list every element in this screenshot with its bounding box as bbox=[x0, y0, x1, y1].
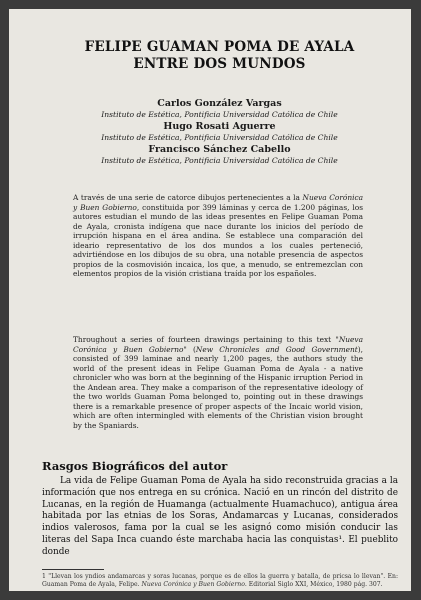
work-title: Nueva Corónica y Buen Gobierno bbox=[73, 335, 363, 354]
footnote-text: . Editorial Siglo XXI, México, 1980 pág. 307. bbox=[244, 581, 383, 588]
abstract-text: , constituida por 399 láminas y cerca de 1.200 páginas, los autores estudian el mundo de las ideas presentes en Felipe Guaman Poma de Ayala, cronista indígena que nace durante los inicios del período de irrupción hispana en el área andina. Se establece una comparación del ideario representativo de los dos mundos a los cuales perteneció, advirtiéndose en los dibujos de su obra, una notable presencia de aspectos propios de la cosmovisión incaica, los que, a menudo, se entremezclan con elementos propios de la visión cristiana traída por los españoles. bbox=[73, 202, 363, 279]
abstract-text: " ( bbox=[183, 344, 196, 354]
author-name: Francisco Sánchez Cabello bbox=[148, 144, 291, 155]
author-list bbox=[39, 98, 400, 167]
author-name: Hugo Rosati Aguerre bbox=[163, 121, 276, 132]
abstract-text: Throughout a series of fourteen drawings pertaining to this text " bbox=[73, 335, 339, 344]
footnote-text: 1 "Llevan los yndios andamarcas y soras lucanas, porque es de ellos la guerra y batalla, de pricsa lo llevan". En: Guaman Poma de Ayala, Felipe. bbox=[42, 573, 398, 588]
work-title-english: New Chronicles and Good Government bbox=[195, 344, 358, 354]
abstract-spanish bbox=[73, 193, 363, 279]
section-heading: Rasgos Biográficos del autor bbox=[42, 459, 228, 473]
work-title: Nueva Corónica y Buen Gobierno bbox=[73, 193, 363, 212]
author-name: Carlos González Vargas bbox=[157, 98, 282, 109]
author-affiliation: Instituto de Estética, Pontificia Universidad Católica de Chile bbox=[101, 110, 338, 119]
author-affiliation: Instituto de Estética, Pontificia Universidad Católica de Chile bbox=[101, 156, 338, 165]
abstract-text: A través de una serie de catorce dibujos pertenecientes a la bbox=[73, 193, 303, 202]
author-affiliation: Instituto de Estética, Pontificia Universidad Católica de Chile bbox=[101, 133, 338, 142]
footnote-divider bbox=[42, 569, 104, 570]
section-body-text: La vida de Felipe Guaman Poma de Ayala ha sido reconstruida gracias a la información que nos entrega en su crónica. Nació en un rincón del distrito de Lucanas, en la región de Huamanga (actualmente Huamachuco), antigua área habitada por las etnias de los Soras, Andamarcas y Lucanas, considerados indios valerosos, fama por la cual se les asignó como misión conducir las literas del Sapa Inca cuando éste marchaba hacia las conquistas¹. El pueblito donde bbox=[42, 476, 398, 557]
footnote-work-title: Nueva Corónica y Buen Gobierno bbox=[141, 581, 245, 588]
article-title-line-1: FELIPE GUAMAN POMA DE AYALA bbox=[84, 39, 355, 55]
article-title bbox=[39, 39, 400, 73]
footnote bbox=[42, 573, 398, 589]
article-title-line-2: ENTRE DOS MUNDOS bbox=[133, 56, 306, 72]
abstract-english bbox=[73, 335, 363, 430]
abstract-text: ), consisted of 399 laminae and nearly 1,200 pages, the authors study the world of the present ideas in Felipe Guaman Poma de Ayala - a native chronicler who was born at the beginning of the Hispanic irruption Period in the Andean area. They make a comparison of the representative ideology of the two worlds Guaman Poma belonged to, pointing out in these drawings there is a remarkable presence of proper aspects of the Incaic world vision, which are often intermingled with elements of the Christian vision brought by the Spaniards. bbox=[73, 344, 363, 430]
